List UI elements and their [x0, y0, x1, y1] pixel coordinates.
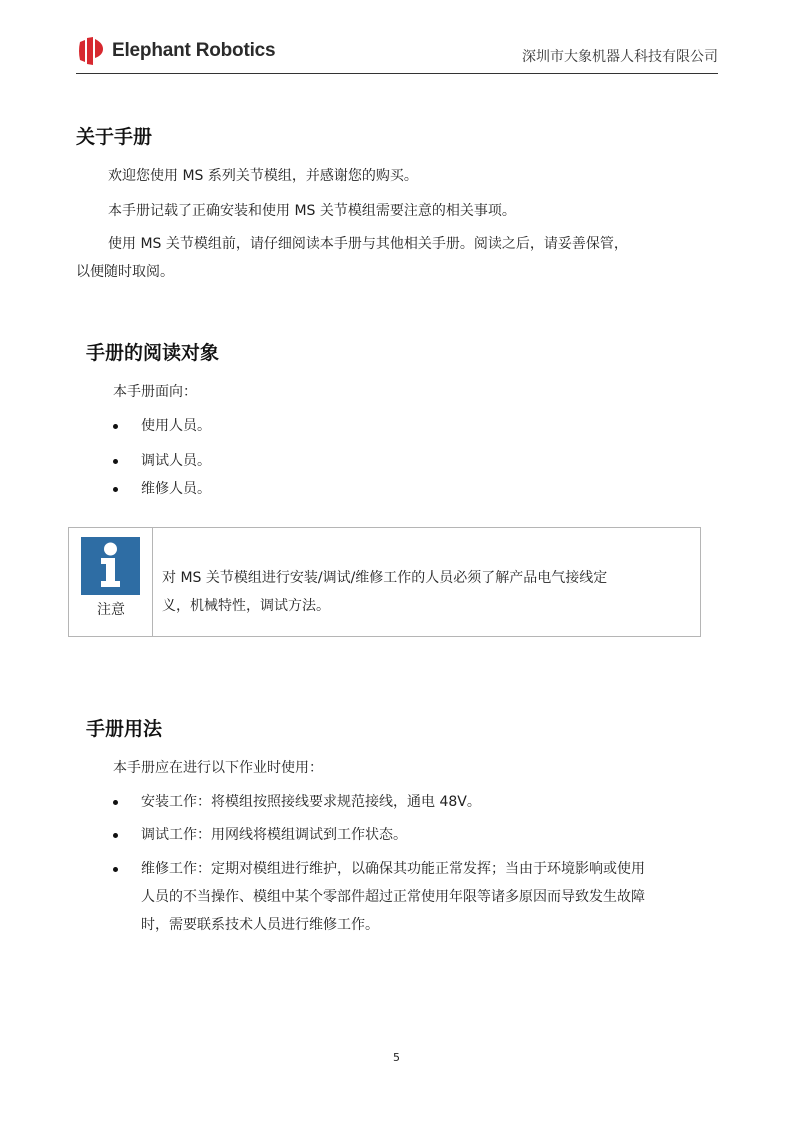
- list-item-text: 维修工作：定期对模组进行维护，以确保其功能正常发挥；当由于环境影响或使用 人员的不当操作、模组中某个零部件超过正常使用年限等诸多原因而导致发生故障 时，需要联系技术人员进行维修工作。: [141, 861, 645, 933]
- info-icon: [81, 537, 140, 595]
- intro-text: 本手册面向：: [113, 384, 197, 400]
- note-box: [68, 527, 701, 637]
- brand-name: Elephant Robotics: [112, 40, 276, 61]
- page-header: [76, 36, 718, 74]
- elephant-logo-icon: [76, 36, 104, 66]
- section-title-usage: 手册用法: [86, 718, 163, 740]
- paragraph: 欢迎您使用 MS 系列关节模组，并感谢您的购买。: [108, 168, 418, 184]
- paragraph: 本手册记载了正确安装和使用 MS 关节模组需要注意的相关事项。: [108, 203, 516, 219]
- section-title-about: 关于手册: [76, 126, 153, 148]
- brand-logo: [76, 36, 275, 66]
- note-label: 注意: [97, 602, 125, 618]
- paragraph: 使用 MS 关节模组前，请仔细阅读本手册与其他相关手册。阅读之后，请妥善保管，: [108, 236, 628, 252]
- page-number: 5: [393, 1051, 400, 1064]
- company-name: 深圳市大象机器人科技有限公司: [522, 49, 718, 65]
- note-text: 对 MS 关节模组进行安装/调试/维修工作的人员必须了解产品电气接线定 义，机械特性，调试方法。: [162, 570, 608, 614]
- note-sidebar: [69, 528, 153, 636]
- paragraph: 以便随时取阅。: [76, 264, 174, 280]
- intro-text: 本手册应在进行以下作业时使用：: [113, 760, 323, 776]
- section-title-audience: 手册的阅读对象: [86, 342, 220, 364]
